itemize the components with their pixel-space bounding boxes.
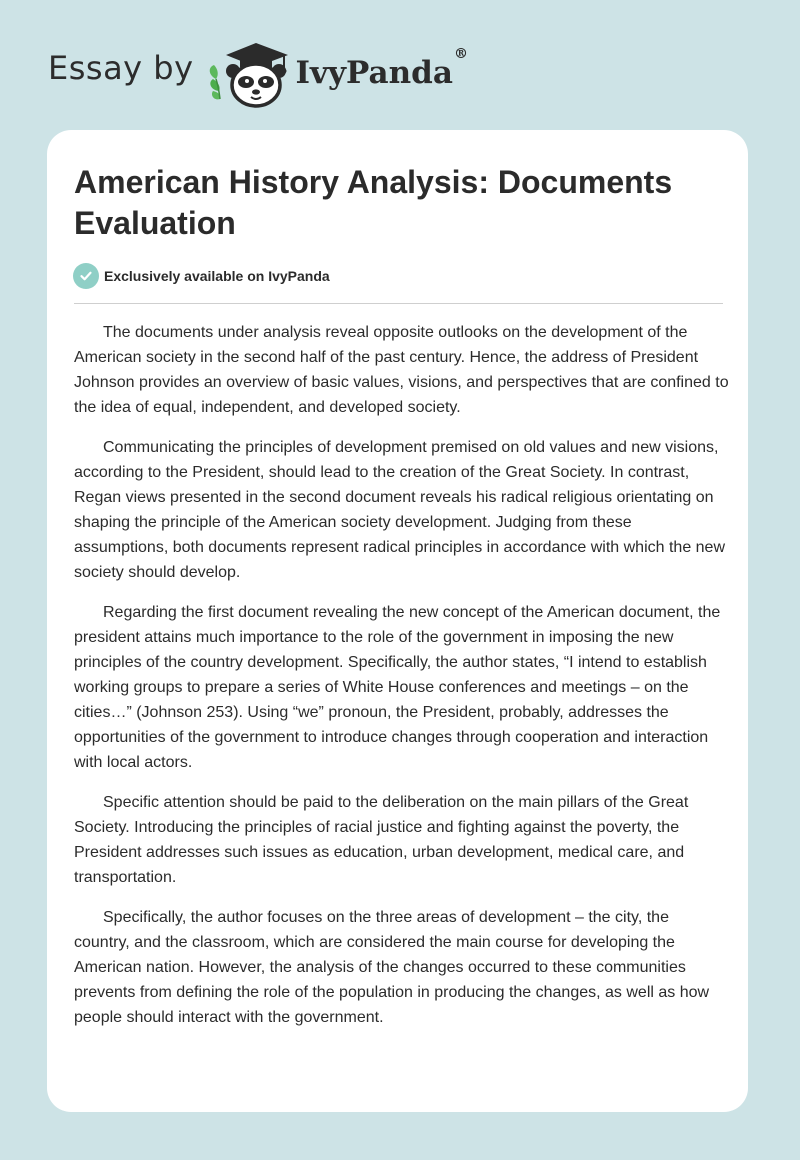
check-circle-icon — [73, 263, 99, 289]
panda-graduate-icon — [206, 35, 292, 109]
registered-mark: ® — [453, 45, 468, 62]
exclusive-badge — [73, 263, 330, 289]
essay-by-label: Essay by — [48, 49, 194, 87]
paragraph: Specific attention should be paid to the deliberation on the main pillars of the Great Society. Introducing the principles of racial justice and fighting against the poverty, the President addresses such issues as education, urban development, medical care, and transportation. — [74, 794, 689, 886]
article-title: American History Analysis: Documents Evaluation — [74, 164, 673, 241]
article-body — [74, 320, 729, 1045]
divider — [74, 303, 723, 304]
brand-name: IvyPanda® — [295, 45, 468, 91]
paragraph: The documents under analysis reveal opposite outlooks on the development of the American society in the second half of the past century. Hence, the address of President Johnson provides an overview of basic values, visions, and perspectives that are confined to the idea of equal, independent, and developed society. — [74, 324, 729, 416]
paragraph: Communicating the principles of development premised on old values and new visions, according to the President, should lead to the creation of the Great Society. In contrast, Regan views presented in the second document reveals his radical religious orientating on shaping the principle of the American society development. Judging from these assumptions, both documents represent radical principles in accordance with which the new society should develop. — [74, 439, 726, 581]
paragraph: Specifically, the author focuses on the three areas of development – the city, the country, and the classroom, which are considered the main course for developing the American nation. However, the analysis of the changes occurred to these communities prevents from defining the role of the population in producing the changes, as well as how people should interact with the government. — [74, 909, 710, 1026]
site-header — [48, 34, 468, 110]
exclusive-label: Exclusively available on IvyPanda — [104, 268, 330, 284]
paragraph: Regarding the first document revealing the new concept of the American document, the president attains much importance to the role of the government in imposing the new principles of the country development. Specifically, the author states, “I intend to establish working groups to prepare a series of White House conferences and meetings – on the cities…” (Johnson 253). Using “we” pronoun, the President, probably, addresses the opportunities of the government to introduce changes through cooperation and interaction with local actors. — [74, 604, 721, 771]
ivypanda-logo[interactable] — [206, 35, 468, 109]
article-card — [47, 130, 748, 1112]
